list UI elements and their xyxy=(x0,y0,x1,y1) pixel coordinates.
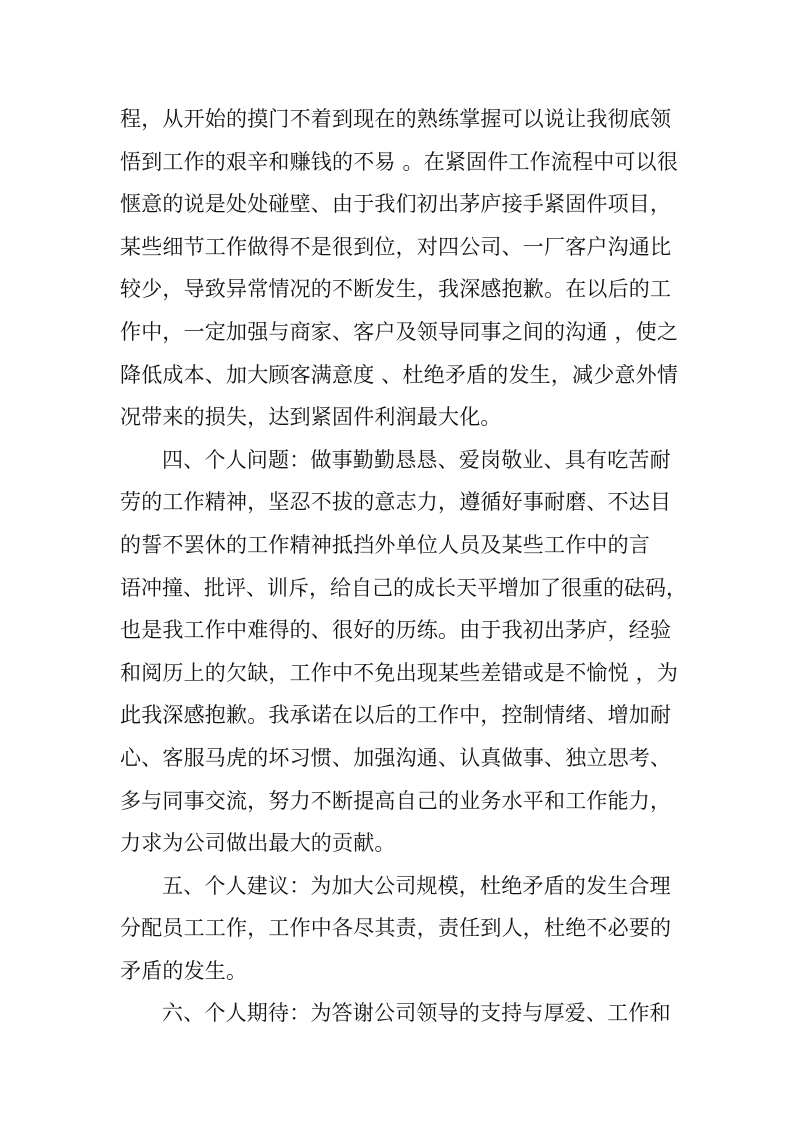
text-line: 此我深感抱歉。我承诺在以后的工作中，控制情绪、增加耐 xyxy=(120,703,672,728)
text-line: 程，从开始的摸门不着到现在的熟练掌握可以说让我彻底领 xyxy=(120,107,672,131)
text-line: 况带来的损失，达到紧固件利润最大化。 xyxy=(120,405,502,430)
text-line: 惬意的说是处处碰壁、由于我们初出茅庐接手紧固件项目， xyxy=(120,192,672,217)
text-line: 降低成本、加大顾客满意度 、杜绝矛盾的发生，减少意外情 xyxy=(120,362,679,387)
text-line: 矛盾的发生。 xyxy=(120,958,248,983)
text-line: 语冲撞、批评、训斥，给自己的成长天平增加了很重的砝码， xyxy=(120,575,687,600)
body-text xyxy=(120,98,690,1035)
paragraph-heading-line: 四、个人问题：做事勤勤恳恳、爱岗敬业、具有吃苦耐 xyxy=(162,447,671,472)
text-line: 和阅历上的欠缺，工作中不免出现某些差错或是不愉悦 ，为 xyxy=(120,660,679,685)
text-line: 某些细节工作做得不是很到位，对四公司、一厂客户沟通比 xyxy=(120,234,672,259)
text-line: 悟到工作的艰辛和赚钱的不易 。在紧固件工作流程中可以很 xyxy=(120,149,679,174)
text-line: 作中，一定加强与商家、客户及领导同事之间的沟通 ，使之 xyxy=(120,319,679,344)
text-line: 劳的工作精神，坚忍不拔的意志力，遵循好事耐磨、不达目 xyxy=(120,490,672,515)
text-line: 较少，导致异常情况的不断发生，我深感抱歉。在以后的工 xyxy=(120,277,672,302)
text-line: 心、客服马虎的坏习惯、加强沟通、认真做事、独立思考、 xyxy=(120,745,672,770)
paragraph-heading-line: 五、个人建议：为加大公司规模，杜绝矛盾的发生合理 xyxy=(162,873,671,898)
text-line: 力求为公司做出最大的贡献。 xyxy=(120,831,396,856)
text-line: 分配员工工作，工作中各尽其责，责任到人，杜绝不必要的 xyxy=(120,916,672,941)
text-line: 的誓不罢休的工作精神抵挡外单位人员及某些工作中的言 xyxy=(120,532,650,557)
text-line: 多与同事交流，努力不断提高自己的业务水平和工作能力， xyxy=(120,788,672,813)
text-line: 也是我工作中难得的、很好的历练。由于我初出茅庐，经验 xyxy=(120,618,672,643)
paragraph-heading-line: 六、个人期待：为答谢公司领导的支持与厚爱、工作和 xyxy=(162,1001,671,1026)
